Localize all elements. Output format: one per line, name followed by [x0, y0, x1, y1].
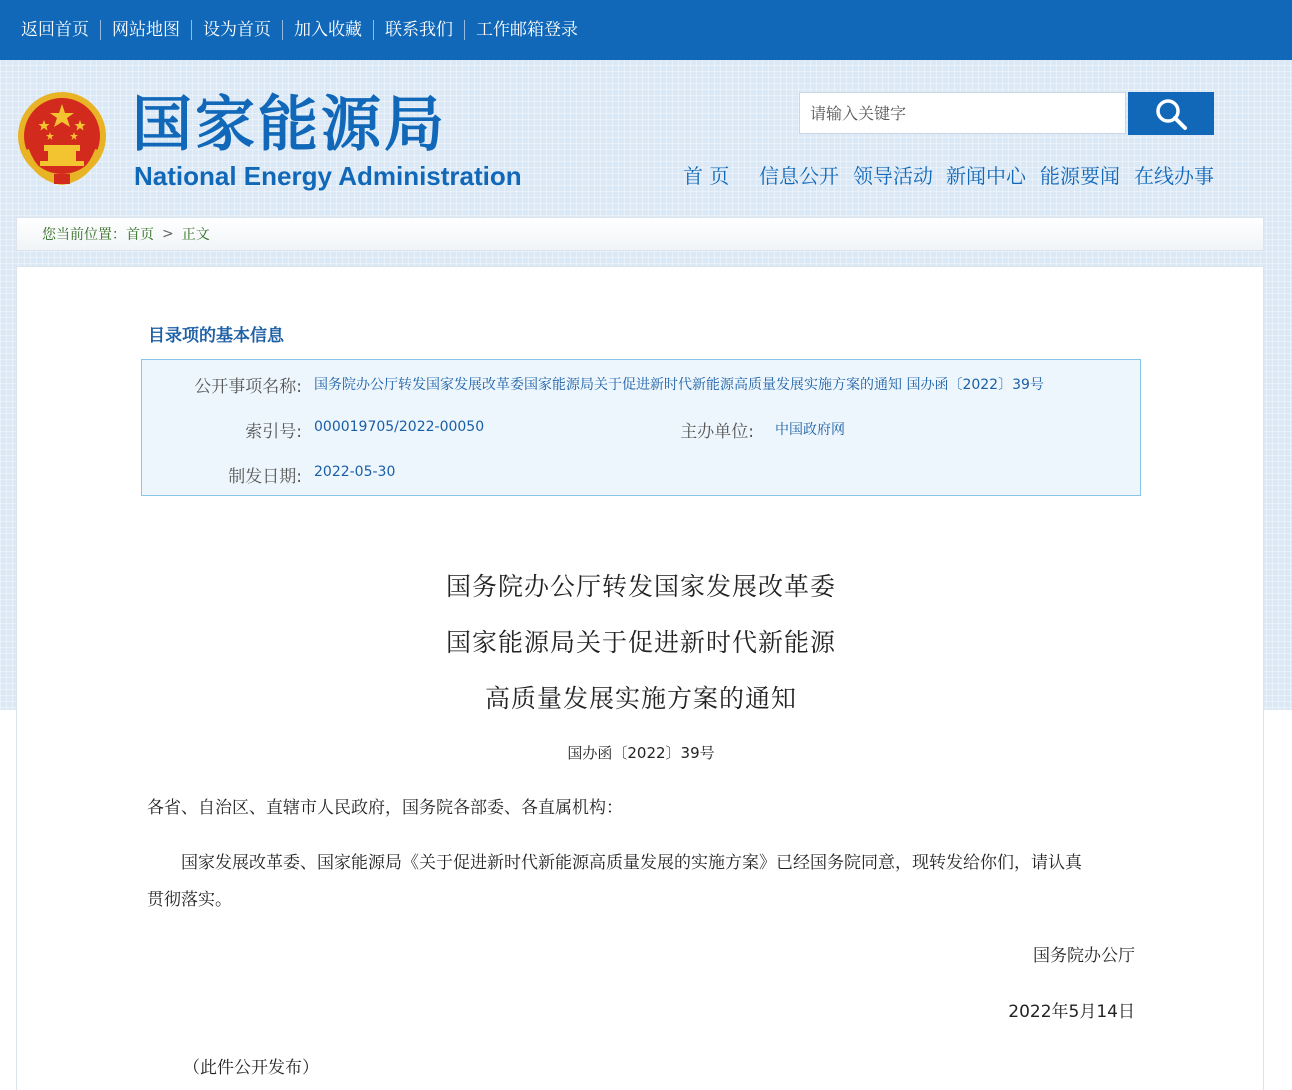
search-icon — [1154, 97, 1188, 131]
document-body-line-1: 国家发展改革委、国家能源局《关于促进新时代新能源高质量发展的实施方案》已经国务院同意，现转发给你们，请认真 — [181, 853, 1082, 873]
breadcrumb-prefix: 您当前位置： — [42, 227, 126, 243]
info-org-label: 主办单位: — [680, 422, 754, 442]
nav-news-center[interactable]: 新闻中心 — [946, 164, 1026, 188]
breadcrumb — [16, 217, 1264, 251]
nav-info-disclosure[interactable]: 信息公开 — [759, 164, 839, 188]
breadcrumb-separator: > — [162, 226, 174, 242]
document-title-line-3: 高质量发展实施方案的通知 — [484, 684, 797, 713]
document-body-line-2: 贯彻落实。 — [147, 890, 232, 910]
document-date: 2022年5月14日 — [1008, 1002, 1135, 1022]
info-index-value: 000019705/2022-00050 — [314, 419, 485, 435]
site-logo-chinese[interactable]: 国家能源局 — [132, 90, 447, 160]
info-date-label: 制发日期: — [228, 467, 302, 487]
top-link-sitemap[interactable]: 网站地图 — [100, 20, 191, 40]
info-table — [141, 359, 1141, 496]
nav-online-services[interactable]: 在线办事 — [1134, 164, 1214, 188]
document-title-line-2: 国家能源局关于促进新时代新能源 — [445, 628, 836, 657]
document-salutation: 各省、自治区、直辖市人民政府，国务院各部委、各直属机构： — [147, 798, 623, 818]
top-link-set-homepage[interactable]: 设为首页 — [191, 20, 282, 40]
nav-leadership[interactable]: 领导活动 — [853, 164, 933, 188]
breadcrumb-current: 正文 — [181, 227, 210, 243]
top-link-contact[interactable]: 联系我们 — [373, 20, 464, 40]
info-index-label: 索引号: — [245, 422, 302, 442]
info-name-value: 国务院办公厅转发国家发展改革委国家能源局关于促进新时代新能源高质量发展实施方案的通知 国办函〔2022〕39号 — [314, 377, 1044, 393]
national-emblem-icon[interactable] — [16, 90, 108, 186]
top-links — [10, 20, 589, 40]
document-signature: 国务院办公厅 — [1033, 946, 1135, 966]
article-content — [16, 266, 1264, 1090]
nav-energy-news[interactable]: 能源要闻 — [1040, 164, 1120, 188]
info-org-value: 中国政府网 — [775, 422, 845, 438]
site-header — [0, 60, 1292, 210]
search-button[interactable] — [1128, 92, 1214, 135]
top-link-add-favorite[interactable]: 加入收藏 — [282, 20, 373, 40]
top-link-email-login[interactable]: 工作邮箱登录 — [464, 20, 589, 40]
search-input[interactable] — [799, 92, 1126, 134]
site-logo-english[interactable]: National Energy Administration — [134, 161, 522, 191]
document-publication-note: （此件公开发布） — [183, 1058, 319, 1078]
document-title-line-1: 国务院办公厅转发国家发展改革委 — [445, 572, 836, 601]
document-number: 国办函〔2022〕39号 — [567, 744, 715, 762]
breadcrumb-home[interactable]: 首页 — [126, 227, 154, 243]
nav-home[interactable]: 首 页 — [683, 164, 730, 188]
top-link-home[interactable]: 返回首页 — [21, 20, 89, 40]
top-bar — [0, 0, 1292, 60]
info-section-title: 目录项的基本信息 — [148, 326, 284, 346]
info-name-label: 公开事项名称: — [194, 377, 302, 397]
info-date-value: 2022-05-30 — [314, 464, 396, 480]
